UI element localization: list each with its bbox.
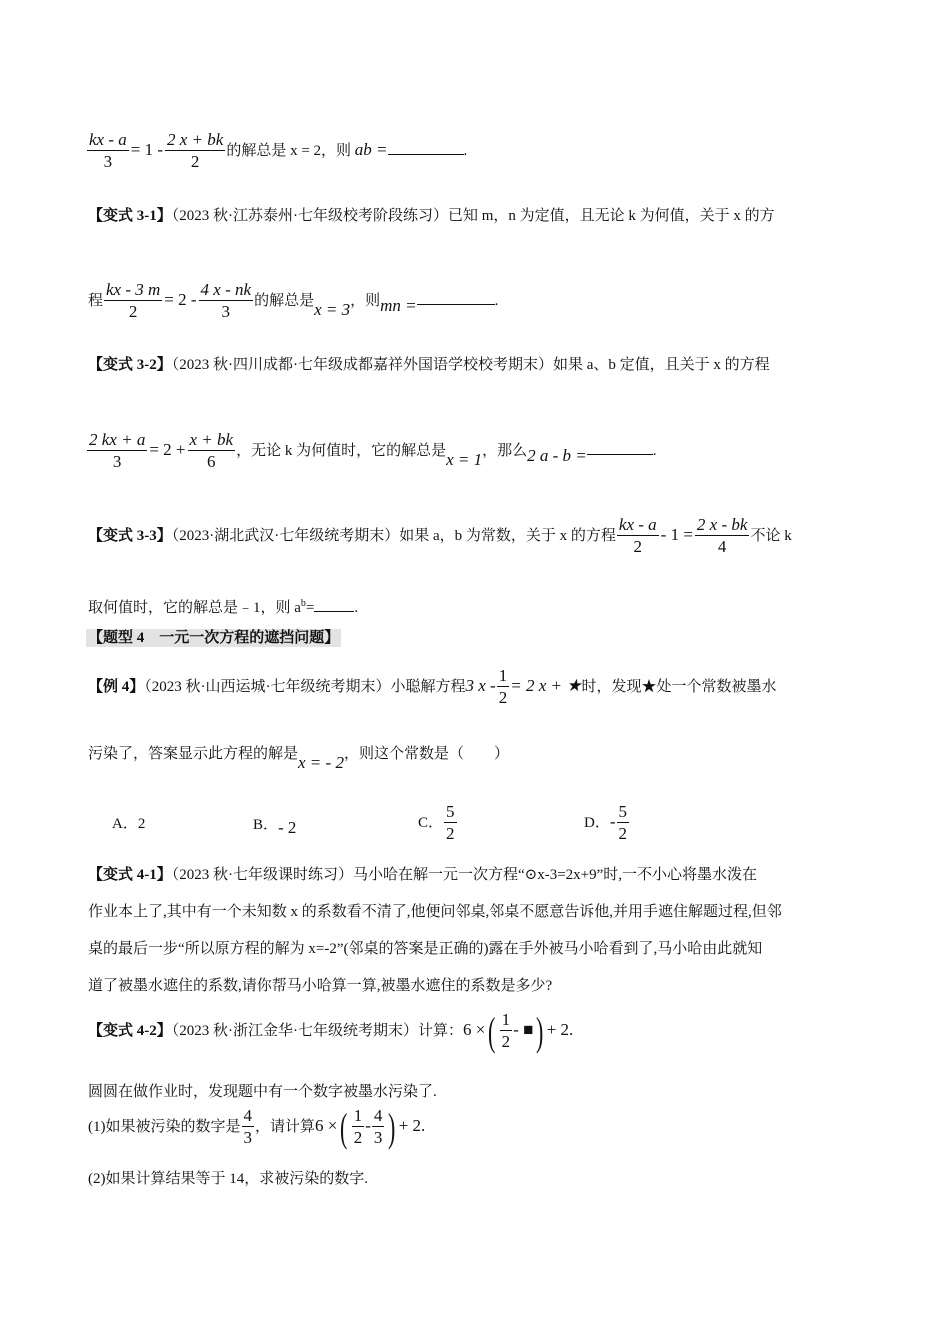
variant-3-3-line-1 bbox=[88, 515, 792, 558]
fraction-denominator: 3 bbox=[103, 152, 113, 171]
fraction-numerator: 1 bbox=[498, 666, 508, 685]
variant-3-2-header bbox=[88, 354, 770, 376]
example-source: （2023 秋·山西运城·七年级统考期末）小聪解方程 bbox=[144, 678, 466, 695]
fraction bbox=[497, 666, 510, 709]
fraction-numerator: kx - a bbox=[618, 515, 657, 534]
equation-left: 3 x - bbox=[465, 675, 496, 695]
option-label: A． bbox=[112, 816, 138, 832]
body-text: 的解总是 x = 2，则 bbox=[226, 142, 355, 159]
body-text: 的解总是 bbox=[254, 292, 315, 309]
variant-source: （2023·湖北武汉·七年级统考期末）如果 a，b 为常数，关于 x 的方程 bbox=[171, 527, 616, 544]
fraction-numerator: kx - a bbox=[89, 130, 127, 149]
fraction-denominator: 2 bbox=[501, 1032, 511, 1051]
body-text: 取何值时，它的解总是﹣1，则 a bbox=[88, 600, 301, 616]
body-text: 程 bbox=[88, 292, 104, 309]
body-text: (2)如果计算结果等于 14，求被污染的数字. bbox=[88, 1171, 368, 1187]
fraction-numerator: 1 bbox=[353, 1106, 363, 1125]
variant-tag: 【变式 4-1】 bbox=[88, 867, 172, 883]
body-text: ，则 bbox=[350, 292, 381, 309]
variant-4-1-line-4 bbox=[88, 975, 552, 997]
fraction-denominator: 3 bbox=[221, 302, 231, 321]
fraction-denominator: 2 bbox=[633, 537, 643, 556]
punctuation: . bbox=[463, 142, 468, 159]
equation-operator: = 2 - bbox=[164, 289, 197, 309]
fraction-denominator: 3 bbox=[243, 1128, 252, 1147]
expression: 2 a - b = bbox=[527, 445, 587, 465]
fraction-denominator: 2 bbox=[128, 302, 138, 321]
body-text: 桌的最后一步“所以原方程的解为 x=-2”(邻桌的答案是正确的)露在手外被马小哈看到了,马小哈由此就知 bbox=[88, 941, 763, 957]
fraction-denominator: 3 bbox=[112, 452, 122, 471]
option-label: B． bbox=[253, 817, 279, 833]
fraction bbox=[617, 802, 630, 845]
fraction-numerator: 4 bbox=[243, 1106, 252, 1125]
body-text: (1)如果被污染的数字是 bbox=[88, 1118, 241, 1135]
operator: - bbox=[365, 1115, 371, 1135]
variant-3-1-equation bbox=[88, 280, 498, 323]
fraction bbox=[87, 130, 129, 173]
fraction bbox=[188, 430, 236, 473]
equation-operator: - 1 = bbox=[660, 524, 693, 544]
answer-blank[interactable] bbox=[388, 138, 464, 155]
fraction-denominator: 2 bbox=[353, 1128, 363, 1147]
fraction bbox=[87, 430, 147, 473]
answer-blank[interactable] bbox=[314, 595, 354, 612]
option-label: D． bbox=[584, 814, 610, 831]
expression-tail: + 2. bbox=[546, 1019, 574, 1039]
left-paren: ( bbox=[488, 1008, 496, 1054]
variant-tag: 【变式 4-2】 bbox=[88, 1022, 172, 1039]
fraction bbox=[242, 1106, 255, 1149]
punctuation: . bbox=[652, 442, 657, 459]
fraction-denominator: 2 bbox=[618, 824, 628, 843]
fraction bbox=[617, 515, 659, 558]
variant-tag: 【变式 3-2】 bbox=[88, 357, 172, 373]
right-paren: ) bbox=[388, 1104, 396, 1150]
equation-line-1 bbox=[86, 130, 467, 173]
variant-4-2-question-1 bbox=[88, 1106, 425, 1149]
fraction bbox=[165, 130, 225, 173]
fraction-numerator: 5 bbox=[446, 802, 455, 821]
fraction-numerator: 2 kx + a bbox=[89, 430, 146, 449]
option-sign: - bbox=[609, 811, 616, 831]
fraction-denominator: 3 bbox=[373, 1128, 383, 1147]
variant-4-1-line-2 bbox=[88, 901, 782, 923]
variant-4-2-line-1 bbox=[88, 1010, 573, 1053]
option-d[interactable] bbox=[584, 802, 630, 845]
fraction-numerator: 5 bbox=[618, 802, 628, 821]
fraction bbox=[372, 1106, 385, 1149]
fraction-numerator: 1 bbox=[501, 1010, 511, 1029]
left-paren: ( bbox=[340, 1104, 348, 1150]
variant-source: （2023 秋·江苏泰州·七年级校考阶段练习）已知 m，n 为定值，且无论 k 为何值，关于 x 的方 bbox=[171, 208, 775, 224]
fraction bbox=[500, 1010, 513, 1053]
solution: x = 1 bbox=[446, 449, 483, 469]
variant-source: （2023 秋·浙江金华·七年级统考期末）计算： bbox=[171, 1022, 463, 1039]
body-text: ，无论 k 为何值时，它的解总是 bbox=[236, 442, 447, 459]
variant-3-3-line-2 bbox=[88, 593, 358, 619]
option-value: - 2 bbox=[278, 818, 297, 837]
option-value: 2 bbox=[137, 816, 146, 832]
punctuation: . bbox=[354, 600, 359, 616]
expression: 6 × bbox=[315, 1115, 338, 1135]
variant-4-1-line-1 bbox=[88, 864, 757, 886]
right-paren: ) bbox=[536, 1008, 544, 1054]
body-text: 时，发现★处一个常数被墨水 bbox=[581, 678, 777, 695]
solution: x = - 2 bbox=[298, 753, 344, 772]
option-c[interactable] bbox=[418, 802, 458, 845]
fraction bbox=[352, 1106, 365, 1149]
fraction-denominator: 4 bbox=[717, 537, 727, 556]
example-tag: 【例 4】 bbox=[88, 678, 145, 695]
body-text: 污染了，答案显示此方程的解是 bbox=[88, 746, 299, 762]
equation-operator: = 1 - bbox=[130, 139, 164, 159]
fraction bbox=[199, 280, 254, 323]
fraction bbox=[104, 280, 162, 323]
solution: x = 3 bbox=[314, 299, 351, 319]
variant-4-1-line-3 bbox=[88, 938, 762, 960]
fraction-numerator: kx - 3 m bbox=[106, 280, 161, 299]
expression: ab = bbox=[354, 139, 388, 159]
example-4-line-2 bbox=[88, 742, 509, 772]
variant-source: （2023 秋·四川成都·七年级成都嘉祥外国语学校校考期末）如果 a、b 定值，且关于 x 的方程 bbox=[171, 357, 770, 373]
body-text: （2023 秋·七年级课时练习）马小哈在解一元一次方程“⊙x-3=2x+9”时,一不小心将墨水泼在 bbox=[171, 867, 758, 883]
body-text: ，则这个常数是（ ） bbox=[343, 746, 509, 762]
fraction-denominator: 2 bbox=[190, 152, 200, 171]
variant-3-1-header bbox=[88, 205, 775, 227]
fraction-numerator: 4 x - nk bbox=[200, 280, 252, 299]
expression-tail: + 2. bbox=[398, 1115, 426, 1135]
answer-blank[interactable] bbox=[587, 438, 653, 455]
variant-4-2-line-2 bbox=[88, 1081, 437, 1103]
expression: 6 × bbox=[463, 1019, 486, 1039]
fraction-numerator: 4 bbox=[373, 1106, 383, 1125]
fraction-denominator: 6 bbox=[207, 452, 216, 471]
variant-tag: 【变式 3-3】 bbox=[88, 527, 172, 544]
expression: mn = bbox=[380, 295, 417, 315]
body-text: 道了被墨水遮住的系数,请你帮马小哈算一算,被墨水遮住的系数是多少? bbox=[88, 978, 553, 994]
example-4-line-1 bbox=[88, 666, 776, 709]
equation-right: = 2 x + ★ bbox=[510, 675, 582, 695]
fraction bbox=[695, 515, 750, 558]
punctuation: . bbox=[494, 292, 499, 309]
variant-3-2-equation bbox=[86, 430, 657, 473]
option-a[interactable] bbox=[112, 813, 145, 835]
body-text: 作业本上了,其中有一个未知数 x 的系数看不清了,他便问邻桌,邻桌不愿意告诉他,并用手遮住解题过程,但邻 bbox=[88, 904, 782, 920]
section-title: 【题型 4 一元一次方程的遮挡问题】 bbox=[88, 630, 340, 646]
variant-4-2-question-2 bbox=[88, 1168, 368, 1190]
fraction-denominator: 2 bbox=[498, 688, 508, 707]
fraction-numerator: 2 x + bk bbox=[167, 130, 224, 149]
section-heading bbox=[86, 627, 341, 649]
fraction bbox=[444, 802, 457, 845]
option-label: C． bbox=[418, 814, 444, 831]
equation-operator: = 2 + bbox=[149, 439, 186, 459]
answer-blank[interactable] bbox=[417, 288, 495, 305]
variant-tag: 【变式 3-1】 bbox=[88, 208, 172, 224]
ink-blot-term: - ■ bbox=[513, 1019, 534, 1039]
fraction-numerator: 2 x - bk bbox=[696, 515, 748, 534]
fraction-denominator: 2 bbox=[446, 824, 455, 843]
body-text: = bbox=[305, 600, 315, 616]
option-b[interactable] bbox=[253, 813, 296, 836]
body-text: 不论 k bbox=[750, 527, 792, 544]
fraction-numerator: x + bk bbox=[189, 430, 234, 449]
body-text: ，那么 bbox=[482, 442, 528, 459]
body-text: 圆圆在做作业时，发现题中有一个数字被墨水污染了. bbox=[88, 1084, 437, 1100]
body-text: ，请计算 bbox=[255, 1118, 316, 1135]
exponent: b bbox=[300, 598, 306, 609]
